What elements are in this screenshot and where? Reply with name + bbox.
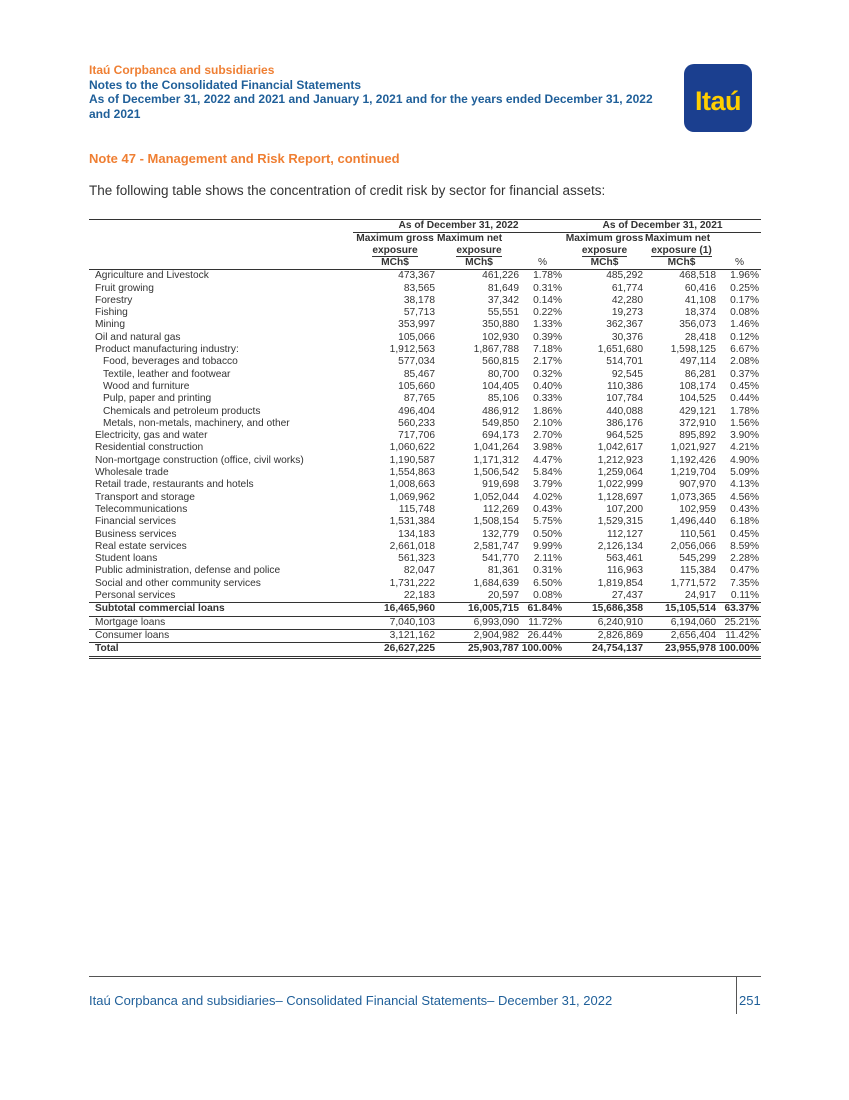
cell-n21: 1,219,704 [670,467,717,479]
row-label: Agriculture and Livestock [95,270,209,282]
cell-n22: 1,684,639 [473,577,519,589]
col-gross-2022-l2: exposure [372,245,418,257]
cell-n21: 115,384 [679,565,717,577]
cell-n22: 112,269 [482,503,519,515]
row-label: Wholesale trade [95,467,169,479]
table-row [89,467,761,479]
cell-n21: 18,374 [684,307,717,319]
cell-n22: 80,700 [487,368,519,380]
footer-divider [736,976,737,1014]
cell-n21: 24,917 [684,590,717,602]
cell-g21: 110,386 [606,380,644,392]
cell-g22: 57,713 [403,307,435,319]
table-header-units [89,257,761,270]
table-row [89,629,761,642]
intro-paragraph: The following table shows the concentration of credit risk by sector for financial assets: [89,183,606,198]
cell-p21: 0.25% [730,282,760,294]
cell-n21: 6,194,060 [645,616,718,629]
cell-g21: 485,292 [606,270,644,282]
cell-p21: 5.09% [730,467,760,479]
row-label: Total [89,643,353,657]
cell-p22: 6.50% [533,577,563,589]
cell-n21: 23,955,978 [645,643,718,657]
group-header-2021: As of December 31, 2021 [564,220,761,233]
cell-n22: 461,226 [482,270,519,282]
cell-g22: 1,554,863 [389,467,435,479]
cell-p22: 26.44% [521,629,564,642]
cell-g21: 6,240,910 [564,616,645,629]
cell-p21: 1.78% [730,405,760,417]
table-row [89,369,761,381]
cell-g21: 107,784 [606,393,644,405]
cell-g21: 1,042,617 [597,442,644,454]
cell-g21: 1,022,999 [597,479,644,491]
cell-p22: 2.10% [533,417,563,429]
cell-g22: 26,627,225 [353,643,437,657]
cell-p22: 0.39% [533,331,563,343]
table-row [89,553,761,565]
cell-p22: 3.79% [533,479,563,491]
table-row [89,590,761,603]
cell-p22: 4.47% [533,454,563,466]
row-label: Retail trade, restaurants and hotels [95,479,254,491]
table-row [89,307,761,319]
row-label: Student loans [95,553,158,565]
cell-n21: 110,561 [679,528,717,540]
cell-g21: 92,545 [611,368,644,380]
cell-g21: 563,461 [606,553,644,565]
cell-p22: 0.50% [533,528,563,540]
row-label: Personal services [95,590,176,602]
cell-n21: 1,496,440 [670,516,717,528]
cell-g21: 19,273 [611,307,644,319]
logo-text: Itaú [694,85,741,116]
cell-g22: 577,034 [398,356,435,368]
cell-g22: 2,661,018 [389,540,435,552]
footer-text: Itaú Corpbanca and subsidiaries– Consolidated Financial Statements– December 31, 2022 [89,993,613,1008]
col-net-2022-l1: Maximum net [437,233,503,245]
cell-n22: 104,405 [482,380,519,392]
group-header-2022: As of December 31, 2022 [353,220,564,233]
cell-p21: 2.08% [730,356,760,368]
cell-g22: 3,121,162 [353,629,437,642]
cell-g21: 2,826,869 [564,629,645,642]
cell-g21: 964,525 [606,430,644,442]
table-row [89,319,761,331]
cell-p22: 3.98% [533,442,563,454]
cell-p21: 2.28% [730,553,760,565]
cell-n22: 919,698 [482,479,519,491]
cell-n21: 907,970 [679,479,717,491]
cell-n22: 2,581,747 [473,540,519,552]
cell-n21: 497,114 [679,356,717,368]
cell-n22: 549,850 [482,417,519,429]
cell-p21: 0.37% [730,368,760,380]
cell-n21: 356,073 [679,319,717,331]
cell-n22: 486,912 [482,405,519,417]
cell-n22: 81,361 [487,565,519,577]
cell-p21: 4.21% [730,442,760,454]
cell-p21: 0.43% [730,503,760,515]
col-gross-2021-l2: exposure [581,245,628,257]
pct-2021: % [718,257,761,270]
cell-g22: 353,997 [398,319,435,331]
row-label: Consumer loans [89,629,353,642]
table-row [89,344,761,356]
cell-p21: 0.12% [730,331,760,343]
cell-g22: 1,912,563 [389,344,435,356]
cell-g21: 1,259,064 [597,467,644,479]
cell-n21: 1,598,125 [670,344,717,356]
cell-n21: 429,121 [679,405,717,417]
cell-p21: 0.17% [730,294,760,306]
cell-n22: 6,993,090 [437,616,521,629]
cell-n22: 541,770 [482,553,519,565]
itau-logo [684,64,752,132]
row-label: Public administration, defense and police [95,565,281,577]
cell-n22: 1,041,264 [473,442,519,454]
table-row [89,565,761,577]
row-label: Non-mortgage construction (office, civil works) [95,454,304,466]
table-row [89,270,761,283]
cell-p22: 5.75% [533,516,563,528]
cell-g22: 105,066 [398,331,435,343]
cell-n21: 86,281 [684,368,717,380]
cell-g22: 1,731,222 [389,577,435,589]
company-name: Itaú Corpbanca and subsidiaries [89,63,275,77]
cell-p22: 1.33% [533,319,563,331]
row-label: Food, beverages and tobacco [103,356,238,368]
table-row [89,442,761,454]
cell-p22: 0.31% [533,282,563,294]
cell-g22: 85,467 [403,368,435,380]
document-header [89,63,653,121]
row-label: Transport and storage [95,491,195,503]
cell-p22: 0.22% [533,307,563,319]
cell-n21: 372,910 [679,417,717,429]
table-row [89,578,761,590]
cell-p21: 4.56% [730,491,760,503]
cell-n21: 468,518 [679,270,717,282]
row-label: Textile, leather and footwear [103,368,231,380]
unit-gross-2021: MCh$ [564,257,645,270]
cell-n22: 2,904,982 [437,629,521,642]
cell-n21: 28,418 [684,331,717,343]
cell-g22: 16,465,960 [353,603,437,616]
cell-g21: 61,774 [611,282,644,294]
cell-g21: 440,088 [606,405,644,417]
cell-g22: 1,531,384 [389,516,435,528]
cell-p21: 11.42% [718,629,761,642]
cell-g21: 1,819,854 [597,577,644,589]
table-header-row-1 [89,220,761,233]
row-label: Metals, non-metals, machinery, and other [103,417,290,429]
row-label: Chemicals and petroleum products [103,405,261,417]
cell-p22: 1.86% [533,405,563,417]
col-net-2021-l1: Maximum net [645,233,711,245]
cell-g22: 473,367 [398,270,435,282]
period-line-2: and 2021 [89,106,141,121]
cell-p22: 0.43% [533,503,563,515]
cell-n21: 1,771,572 [670,577,717,589]
cell-n21: 895,892 [679,430,717,442]
table-row [89,406,761,418]
cell-n22: 1,508,154 [473,516,519,528]
cell-p22: 4.02% [533,491,563,503]
cell-g21: 1,212,923 [597,454,644,466]
credit-risk-table [89,219,761,659]
cell-p21: 6.67% [730,344,760,356]
cell-p21: 0.11% [730,590,760,602]
cell-g21: 386,176 [606,417,644,429]
cell-g21: 42,280 [611,294,644,306]
cell-n21: 15,105,514 [645,603,718,616]
cell-g21: 27,437 [611,590,644,602]
row-label: Mortgage loans [89,616,353,629]
cell-p21: 3.90% [730,430,760,442]
unit-net-2021: MCh$ [645,257,718,270]
cell-n21: 102,959 [679,503,717,515]
cell-g22: 561,323 [398,553,435,565]
cell-n22: 694,173 [482,430,519,442]
cell-p22: 11.72% [521,616,564,629]
row-label: Mining [95,319,126,331]
cell-n21: 2,056,066 [670,540,717,552]
cell-g21: 116,963 [606,565,644,577]
cell-p21: 25.21% [718,616,761,629]
cell-g22: 560,233 [398,417,435,429]
cell-p22: 0.31% [533,565,563,577]
cell-g21: 107,200 [606,503,644,515]
table-row [89,516,761,528]
cell-g21: 1,651,680 [597,344,644,356]
cell-g22: 83,565 [403,282,435,294]
cell-g21: 30,376 [611,331,644,343]
cell-p21: 0.45% [730,380,760,392]
cell-n21: 104,525 [679,393,717,405]
cell-n22: 37,342 [487,294,519,306]
cell-n22: 16,005,715 [437,603,521,616]
table-row [89,283,761,295]
cell-p21: 0.08% [730,307,760,319]
cell-p21: 1.96% [730,270,760,282]
cell-g22: 105,660 [398,380,435,392]
cell-n22: 55,551 [487,307,519,319]
row-label: Product manufacturing industry: [95,344,239,356]
cell-g21: 1,128,697 [597,491,644,503]
table-row [89,603,761,616]
cell-p21: 7.35% [730,577,760,589]
cell-g21: 514,701 [606,356,644,368]
table-row [89,430,761,442]
table-row [89,418,761,430]
row-label: Fishing [95,307,128,319]
cell-n22: 81,649 [487,282,519,294]
table-row [89,381,761,393]
row-label: Wood and furniture [103,380,190,392]
cell-g22: 1,008,663 [389,479,435,491]
cell-p22: 1.78% [533,270,563,282]
cell-n21: 1,073,365 [670,491,717,503]
cell-p22: 5.84% [533,467,563,479]
cell-g22: 82,047 [403,565,435,577]
cell-n21: 1,192,426 [670,454,717,466]
row-label: Telecommunications [95,503,188,515]
cell-p21: 4.13% [730,479,760,491]
cell-g22: 1,069,962 [389,491,435,503]
table-row [89,504,761,516]
cell-g21: 362,367 [606,319,644,331]
cell-g22: 87,765 [403,393,435,405]
cell-p22: 0.32% [533,368,563,380]
table-row [89,541,761,553]
cell-n22: 25,903,787 [437,643,521,657]
cell-g22: 38,178 [403,294,435,306]
cell-n22: 102,930 [482,331,519,343]
cell-n22: 85,106 [487,393,519,405]
pct-2022: % [521,257,564,270]
row-label: Electricity, gas and water [95,430,208,442]
row-label: Oil and natural gas [95,331,181,343]
row-label: Real estate services [95,540,187,552]
cell-p22: 100.00% [521,643,564,657]
cell-p21: 1.46% [730,319,760,331]
table-row [89,492,761,504]
cell-p21: 63.37% [718,603,761,616]
cell-n22: 132,779 [482,528,519,540]
table-header-row-3 [89,245,761,257]
row-label: Business services [95,528,177,540]
cell-p22: 9.99% [533,540,563,552]
cell-g21: 2,126,134 [597,540,644,552]
cell-n21: 1,021,927 [670,442,717,454]
cell-g22: 1,060,622 [389,442,435,454]
col-net-2022-l2: exposure [456,245,502,257]
table-row [89,332,761,344]
cell-p22: 0.33% [533,393,563,405]
cell-p21: 100.00% [718,643,761,657]
cell-p21: 0.45% [730,528,760,540]
cell-p21: 1.56% [730,417,760,429]
cell-p21: 4.90% [730,454,760,466]
table-row [89,393,761,405]
cell-g22: 134,183 [398,528,435,540]
table-row [89,643,761,657]
note-title: Note 47 - Management and Risk Report, continued [89,151,400,166]
table-row [89,479,761,491]
table-row [89,356,761,368]
row-label: Forestry [95,294,133,306]
row-label: Fruit growing [95,282,154,294]
row-label: Pulp, paper and printing [103,393,212,405]
cell-p21: 0.47% [730,565,760,577]
cell-g22: 1,190,587 [389,454,435,466]
cell-p22: 0.08% [533,590,563,602]
cell-g22: 22,183 [403,590,435,602]
cell-p21: 0.44% [730,393,760,405]
cell-p22: 2.11% [533,553,563,565]
cell-g21: 112,127 [606,528,644,540]
cell-g22: 717,706 [398,430,435,442]
col-net-2021-l2: exposure (1) [651,245,712,257]
row-label: Financial services [95,516,176,528]
cell-g22: 115,748 [398,503,435,515]
cell-g21: 15,686,358 [564,603,645,616]
page-number: 251 [739,993,761,1008]
cell-p21: 6.18% [730,516,760,528]
cell-p21: 8.59% [730,540,760,552]
period-line-1: As of December 31, 2022 and 2021 and January 1, 2021 and for the years ended December 31, 2022 [89,92,653,106]
cell-g22: 7,040,103 [353,616,437,629]
row-label: Social and other community services [95,577,261,589]
cell-n22: 1,171,312 [473,454,519,466]
table-body [89,220,761,658]
cell-n21: 545,299 [679,553,717,565]
table-row [89,295,761,307]
table-header-row-2 [89,233,761,246]
col-gross-2022-l1: Maximum gross [356,233,434,245]
row-label: Subtotal commercial loans [89,603,353,616]
cell-p22: 7.18% [533,344,563,356]
cell-n22: 1,052,044 [473,491,519,503]
unit-net-2022: MCh$ [437,257,521,270]
cell-n22: 20,597 [487,590,519,602]
cell-n21: 108,174 [679,380,717,392]
cell-p22: 0.40% [533,380,563,392]
table-row [89,616,761,629]
notes-title: Notes to the Consolidated Financial Statements [89,77,362,92]
cell-n21: 2,656,404 [645,629,718,642]
cell-g22: 496,404 [398,405,435,417]
row-label: Residential construction [95,442,204,454]
cell-p22: 61.84% [521,603,564,616]
table-row [89,529,761,541]
cell-n21: 41,108 [684,294,717,306]
cell-n21: 60,416 [684,282,717,294]
cell-n22: 1,506,542 [473,467,519,479]
cell-n22: 350,880 [482,319,519,331]
cell-n22: 560,815 [482,356,519,368]
cell-n22: 1,867,788 [473,344,519,356]
table-row [89,455,761,467]
unit-gross-2022: MCh$ [353,257,437,270]
footer-rule [89,976,761,977]
col-gross-2021-l1: Maximum gross [565,233,644,245]
cell-p22: 0.14% [533,294,563,306]
cell-p22: 2.70% [533,430,563,442]
cell-g21: 1,529,315 [597,516,644,528]
cell-g21: 24,754,137 [564,643,645,657]
cell-p22: 2.17% [533,356,563,368]
